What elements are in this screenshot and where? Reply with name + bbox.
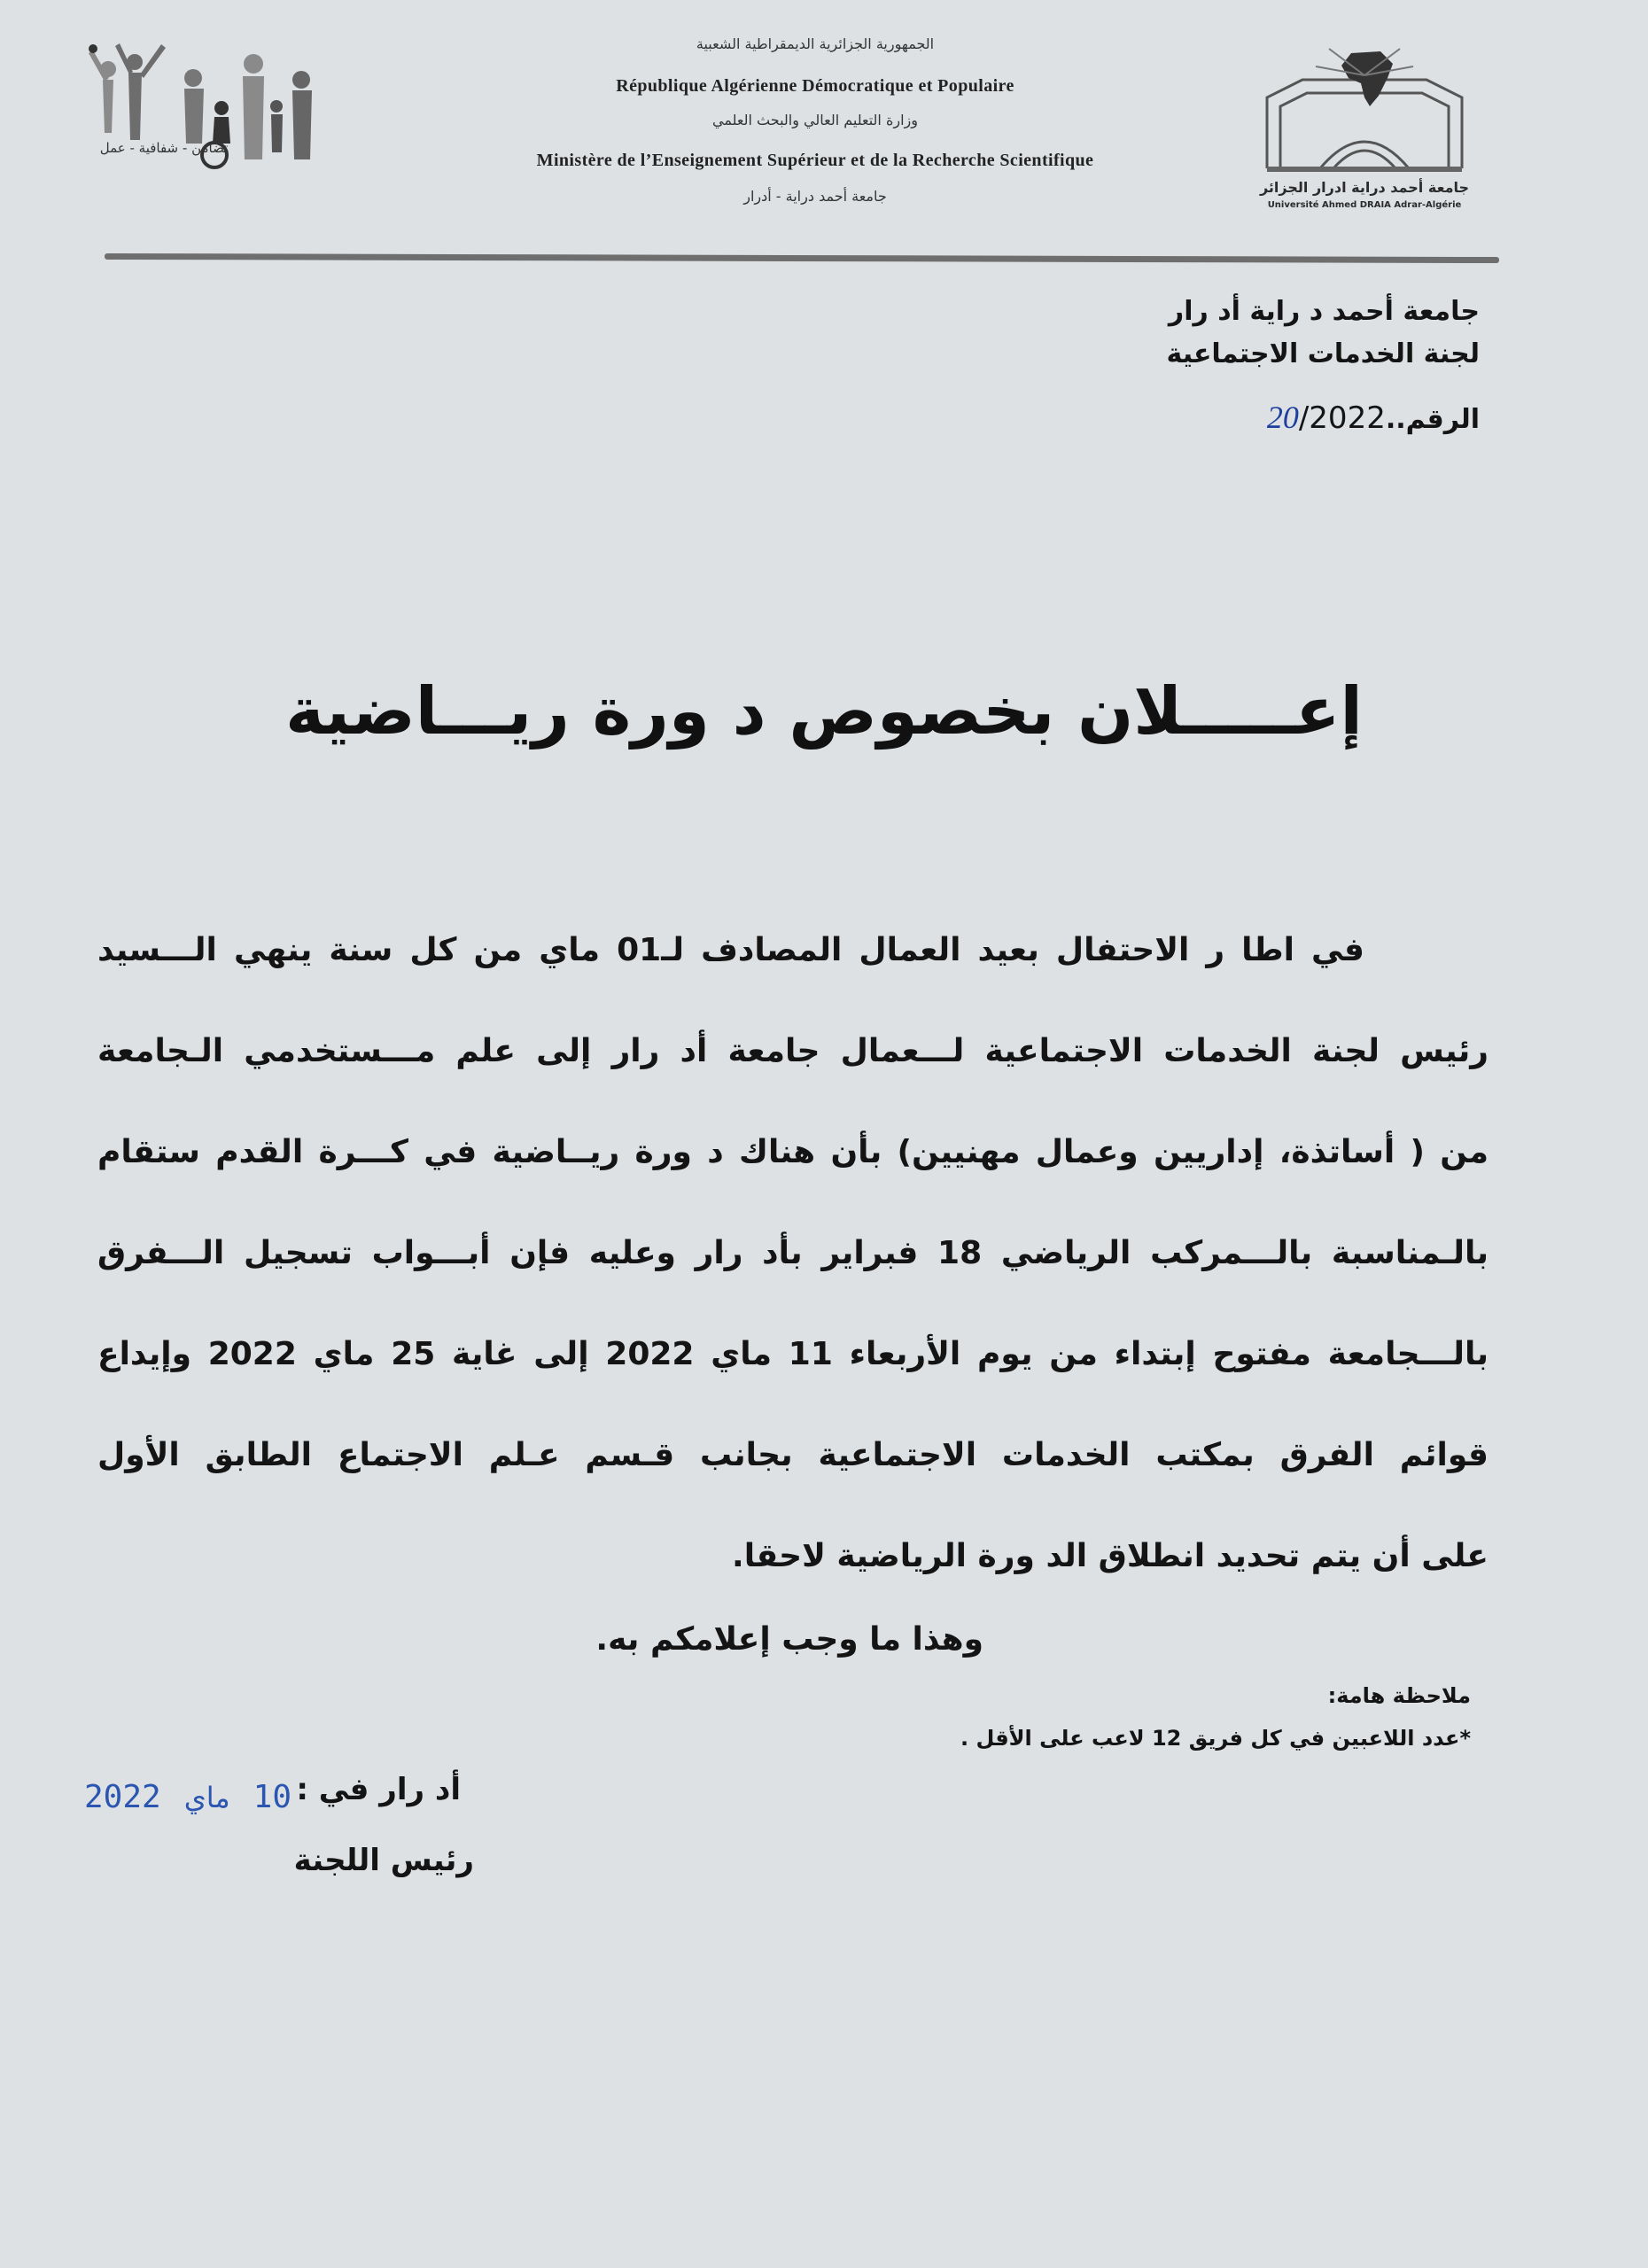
announcement-body <box>97 920 1489 1627</box>
handwritten-month: ماي <box>183 1781 230 1814</box>
handwritten-day: 10 <box>253 1779 292 1815</box>
university-logo <box>1232 44 1497 213</box>
republic-french: République Algérienne Démocratique et Populaire <box>616 76 1014 96</box>
africa-emblem-icon <box>1232 44 1497 177</box>
ministry-french: Ministère de l’Enseignement Supérieur et de la Recherche Scientifique <box>536 151 1094 170</box>
closing-sentence: وهذا ما وجب إعلامكم به. <box>595 1621 983 1658</box>
people-group-icon <box>80 35 328 177</box>
handwritten-year: 2022 <box>84 1779 161 1815</box>
sender-university: جامعة أحمد د راية أد رار <box>1168 296 1480 327</box>
handwritten-date <box>84 1779 315 1815</box>
reference-handwritten: 20 <box>1266 400 1299 435</box>
announcement-title: إعـــــلان بخصوص د ورة ريـــاضية <box>285 673 1363 750</box>
body-line: قوائم الفرق بمكتب الخدمات الاجتماعية بجانب قـسم عـلم الاجتماع الطابق الأول <box>97 1437 1489 1473</box>
body-line: رئيس لجنة الخدمات الاجتماعية لـــعمال جامعة أد رار إلى علم مـــستخدمي الـجامعة <box>97 1033 1489 1069</box>
note-heading: ملاحظة هامة: <box>1327 1683 1471 1708</box>
reference-year: /2022 <box>1298 400 1386 436</box>
sender-committee: لجنة الخدمات الاجتماعية <box>1166 338 1480 369</box>
republic-arabic: الجمهورية الجزائرية الديمقراطية الشعبية <box>696 35 935 52</box>
signer-title: رئيس اللجنة <box>293 1843 474 1878</box>
body-line: بالـمناسبة بالـــمركب الرياضي 18 فبراير بأد رار وعليه فإن أبـــواب تسجيل الـــفرق <box>97 1235 1489 1271</box>
logo-motto: تضامن - شفافية - عمل <box>99 140 229 156</box>
reference-label: الرقم.. <box>1385 404 1480 435</box>
body-line: في اطا ر الاحتفال بعيد العمال المصادف لـ01 ماي من كل سنة ينهي الـــسيد <box>97 932 1364 968</box>
university-arabic: جامعة أحمد دراية - أدرار <box>743 188 887 205</box>
social-committee-logo <box>80 35 337 204</box>
body-line: على أن يتم تحديد انطلاق الد ورة الرياضية لاحقا. <box>732 1538 1489 1574</box>
note-text: *عدد اللاعبين في كل فريق 12 لاعب على الأقل . <box>960 1726 1471 1751</box>
university-logo-arabic: جامعة أحمد دراية ادرار الجزائر <box>1259 179 1470 196</box>
body-line: من ( أساتذة، إداريين وعمال مهنيين) بأن هناك د ورة ريــاضية في كـــرة القدم ستقام <box>97 1134 1489 1170</box>
ministry-arabic: وزارة التعليم العالي والبحث العلمي <box>712 112 918 128</box>
place-date-label: أد رار في : <box>296 1772 461 1807</box>
sender-block <box>1167 291 1481 376</box>
body-line: بالـــجامعة مفتوح إبتداء من يوم الأربعاء 11 ماي 2022 إلى غاية 25 ماي 2022 وإيداع <box>97 1336 1489 1372</box>
reference-number <box>1267 399 1480 436</box>
university-logo-french: Université Ahmed DRAIA Adrar-Algérie <box>1267 200 1462 210</box>
header-divider <box>105 253 1499 263</box>
